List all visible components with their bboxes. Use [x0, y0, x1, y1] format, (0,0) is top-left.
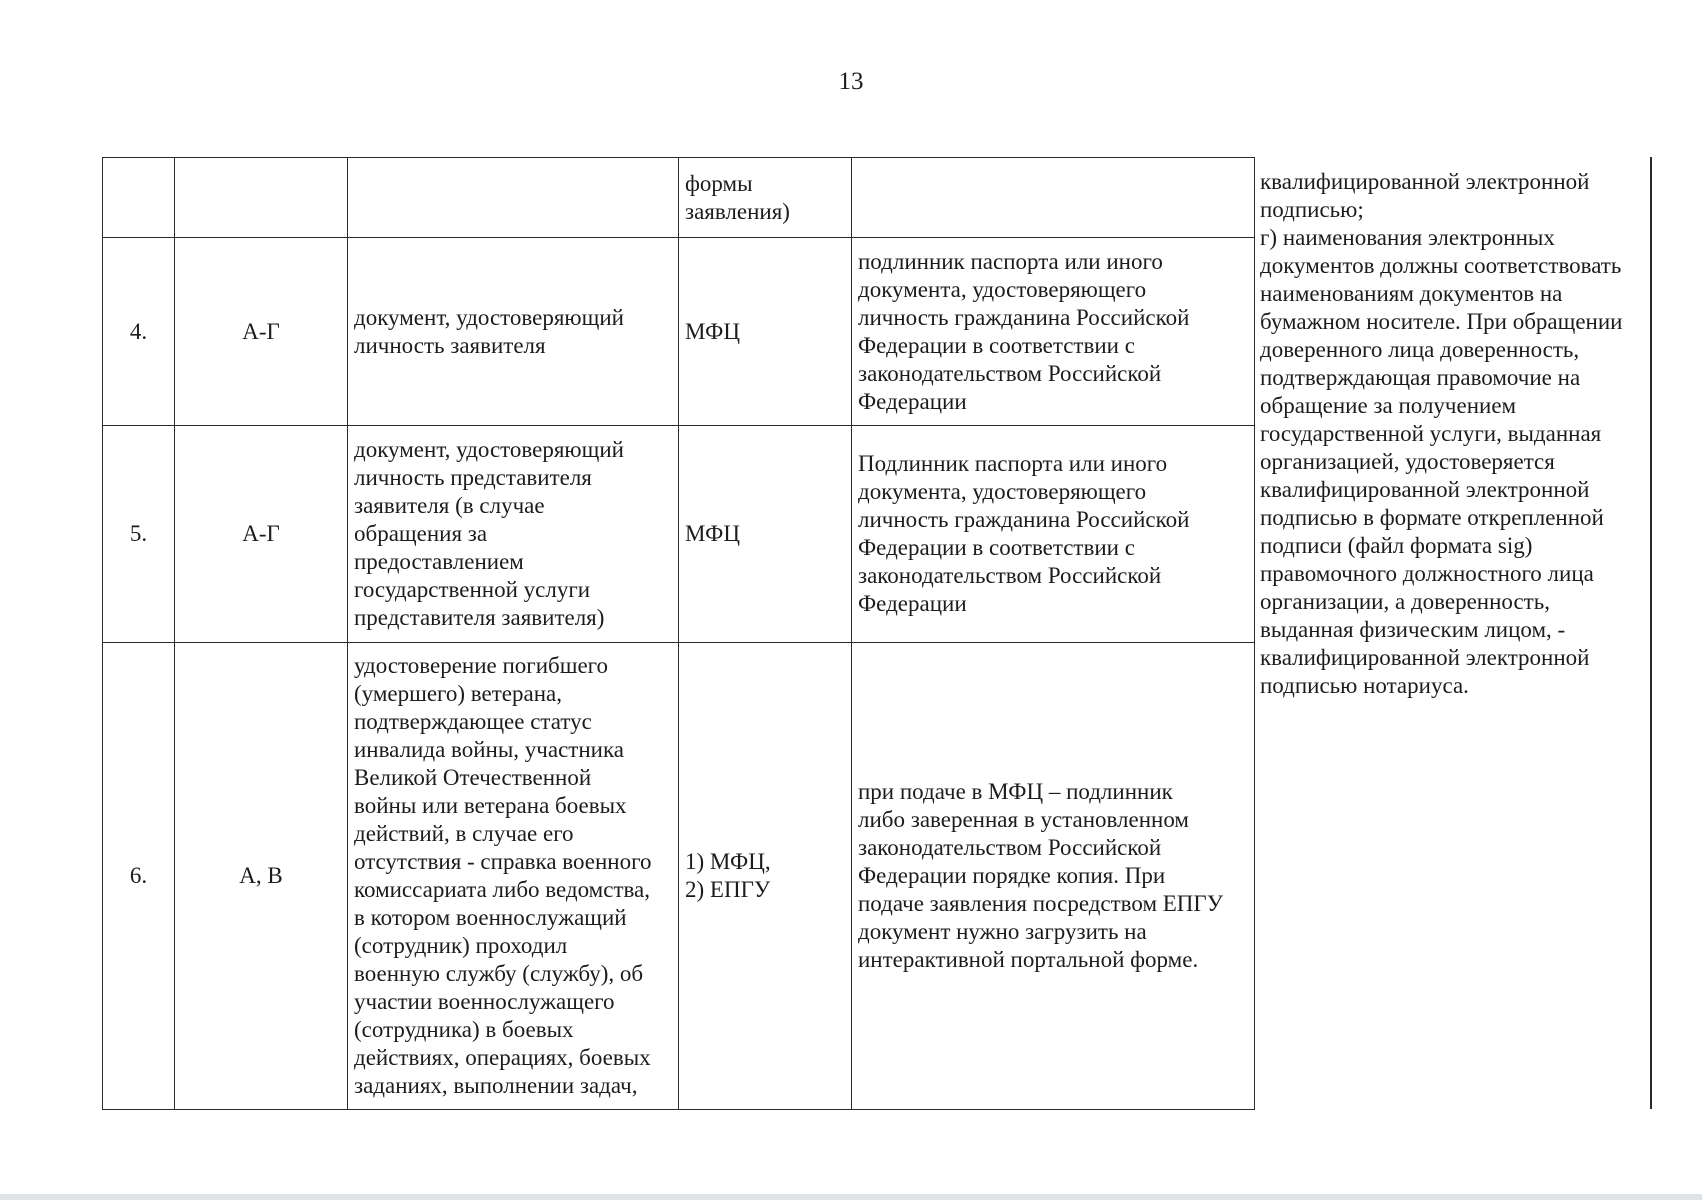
text-line: интерактивной портальной форме. — [858, 947, 1199, 972]
text-line: подписи (файл формата sig) — [1260, 533, 1533, 558]
text-line: государственной услуги — [354, 577, 591, 602]
table-row — [103, 426, 1255, 643]
applicant-category: А-Г — [175, 238, 348, 426]
text-line: квалифицированной электронной — [1260, 645, 1590, 670]
text-line: личность заявителя — [354, 332, 546, 358]
text-line: (сотрудника) в боевых — [354, 1017, 574, 1042]
text-line: документ, удостоверяющий — [354, 437, 624, 462]
cell-requirements — [852, 158, 1255, 238]
text-line: 2) ЕПГУ — [685, 877, 771, 902]
row-number: 6. — [103, 643, 175, 1110]
text-line: заявителя (в случае — [354, 493, 545, 518]
text-line: Федерации — [858, 388, 967, 414]
documents-table — [102, 157, 1255, 1110]
text-line: бумажном носителе. При обращении — [1260, 309, 1623, 334]
text-line: военную службу (службу), об — [354, 961, 644, 986]
text-line: формы — [685, 170, 753, 196]
text-line: квалифицированной электронной — [1260, 169, 1590, 194]
text-line: документа, удостоверяющего — [858, 479, 1147, 504]
table-row — [103, 238, 1255, 426]
text-line: подписью; — [1260, 197, 1364, 222]
table-row — [103, 643, 1255, 1110]
cell-document — [348, 158, 679, 238]
text-line: обращение за получением — [1260, 393, 1517, 418]
page-number: 13 — [838, 68, 864, 95]
text-line: подаче заявления посредством ЕПГУ — [858, 891, 1223, 916]
text-line: предоставлением — [354, 549, 524, 574]
submission-method — [679, 426, 852, 643]
text-line: документа, удостоверяющего — [858, 276, 1147, 302]
text-line: законодательством Российской — [858, 835, 1162, 860]
text-line: заданиях, выполнении задач, — [354, 1073, 638, 1098]
cell-submission — [679, 158, 852, 238]
cell-category — [175, 158, 348, 238]
document-requirements — [852, 238, 1255, 426]
text-line: законодательством Российской — [858, 360, 1162, 386]
text-line: наименованиям документов на — [1260, 281, 1563, 306]
text-line: документ нужно загрузить на — [858, 919, 1147, 944]
applicant-category: А, В — [175, 643, 348, 1110]
right-border-line — [1650, 157, 1652, 1109]
text-line: доверенного лица доверенность, — [1260, 337, 1580, 362]
document-requirements — [852, 426, 1255, 643]
cell-num — [103, 158, 175, 238]
text-line: удостоверение погибшего — [354, 653, 609, 678]
submission-method — [679, 643, 852, 1110]
text-line: обращения за — [354, 521, 488, 546]
text-line: личность гражданина Российской — [858, 304, 1190, 330]
document-requirements — [852, 643, 1255, 1110]
text-line: при подаче в МФЦ – подлинник — [858, 779, 1173, 804]
text-line: Федерации в соответствии с — [858, 535, 1135, 560]
text-line: личность представителя — [354, 465, 592, 490]
text-line: г) наименования электронных — [1260, 225, 1555, 250]
continuation-note — [1260, 168, 1650, 700]
text-line: войны или ветерана боевых — [354, 793, 627, 818]
text-line: участии военнослужащего — [354, 989, 615, 1014]
text-line: действий, в случае его — [354, 821, 574, 846]
text-line: подтверждающая правомочие на — [1260, 365, 1581, 390]
text-line: подлинник паспорта или иного — [858, 248, 1163, 274]
text-line: 1) МФЦ, — [685, 849, 771, 874]
text-line: представителя заявителя) — [354, 605, 605, 630]
document-name — [348, 238, 679, 426]
text-line: организации, а доверенность, — [1260, 589, 1550, 614]
row-number: 5. — [103, 426, 175, 643]
document-name — [348, 643, 679, 1110]
text-line: подписью в формате открепленной — [1260, 505, 1604, 530]
text-line: подтверждающее статус — [354, 709, 592, 734]
applicant-category: А-Г — [175, 426, 348, 643]
text-line: организацией, удостоверяется — [1260, 449, 1555, 474]
text-line: правомочного должностного лица — [1260, 561, 1594, 586]
text-line: Федерации в соответствии с — [858, 332, 1135, 358]
text-line: Подлинник паспорта или иного — [858, 451, 1168, 476]
text-line: отсутствия - справка военного — [354, 849, 652, 874]
text-line: квалифицированной электронной — [1260, 477, 1590, 502]
text-line: законодательством Российской — [858, 563, 1162, 588]
text-line: документов должны соответствовать — [1260, 253, 1622, 278]
text-line: подписью нотариуса. — [1260, 673, 1469, 698]
text-line: МФЦ — [685, 521, 740, 546]
text-line: комиссариата либо ведомства, — [354, 877, 651, 902]
text-line: выданная физическим лицом, - — [1260, 617, 1566, 642]
row-number: 4. — [103, 238, 175, 426]
text-line: в котором военнослужащий — [354, 905, 627, 930]
document-name — [348, 426, 679, 643]
text-line: МФЦ — [685, 318, 740, 344]
text-line: инвалида войны, участника — [354, 737, 624, 762]
text-line: Федерации — [858, 591, 967, 616]
text-line: личность гражданина Российской — [858, 507, 1190, 532]
text-line: (сотрудник) проходил — [354, 933, 568, 958]
submission-method — [679, 238, 852, 426]
text-line: государственной услуги, выданная — [1260, 421, 1602, 446]
table-row-header — [103, 158, 1255, 238]
text-line: заявления) — [685, 198, 790, 224]
text-line: (умершего) ветерана, — [354, 681, 562, 706]
text-line: документ, удостоверяющий — [354, 304, 624, 330]
text-line: Великой Отечественной — [354, 765, 592, 790]
text-line: действиях, операциях, боевых — [354, 1045, 651, 1070]
text-line: Федерации порядке копия. При — [858, 863, 1166, 888]
text-line: либо заверенная в установленном — [858, 807, 1189, 832]
